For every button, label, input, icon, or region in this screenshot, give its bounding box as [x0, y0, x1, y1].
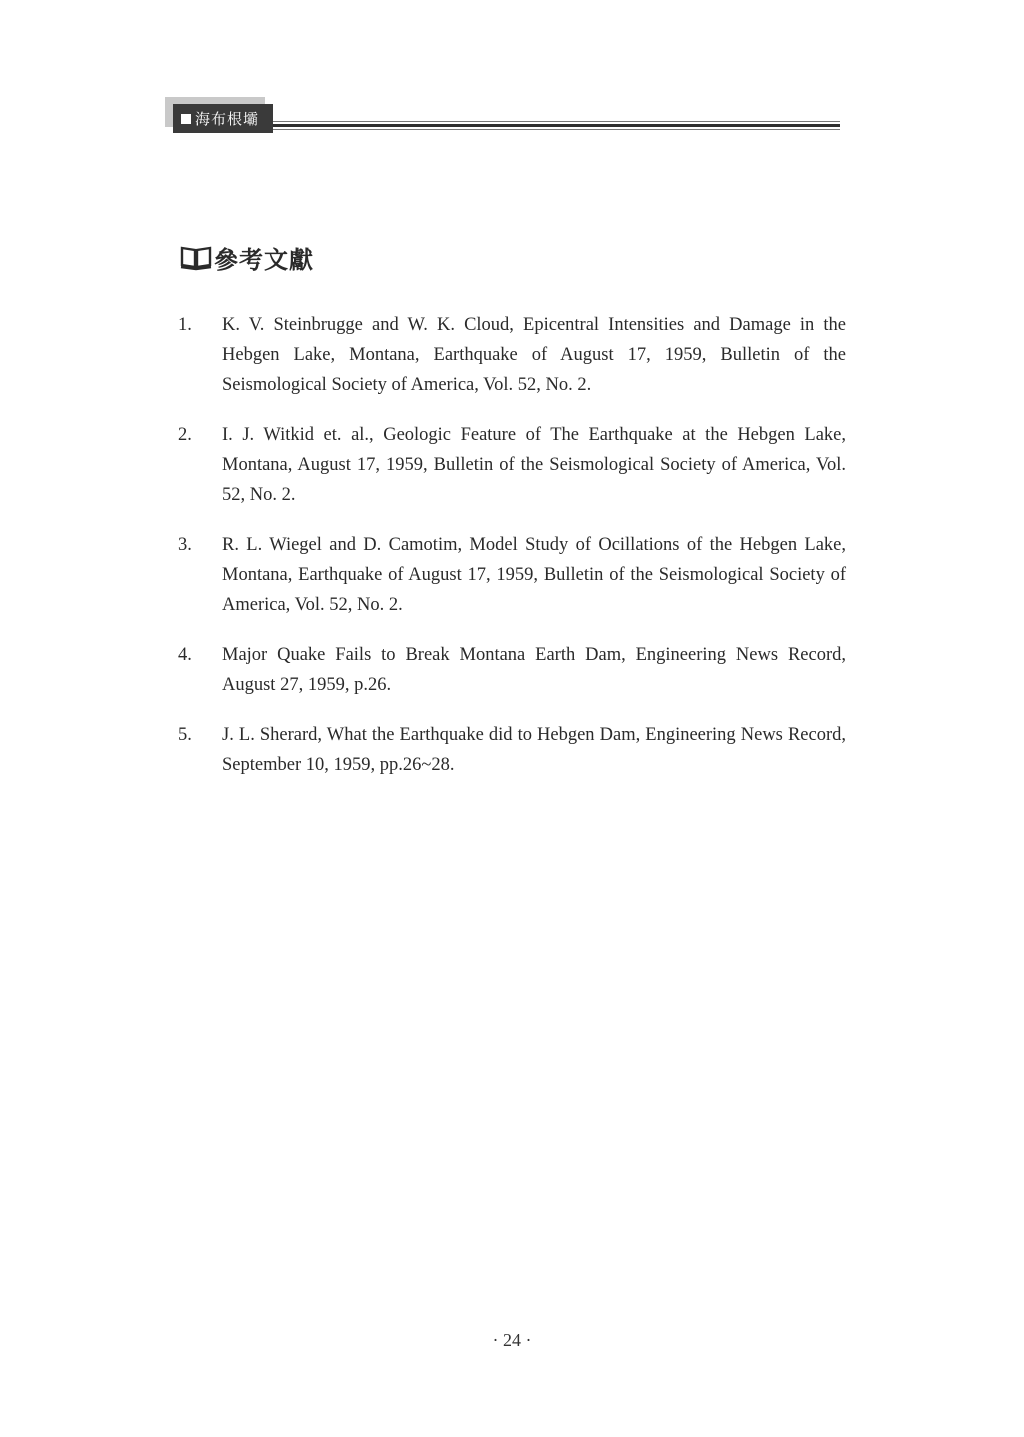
- open-book-icon: [180, 245, 212, 271]
- reference-number: 1.: [178, 315, 192, 335]
- header-tab-label: 海布根壩: [195, 110, 260, 128]
- header-rule-thick: [273, 124, 840, 127]
- section-heading: [180, 240, 314, 275]
- reference-text: K. V. Steinbrugge and W. K. Cloud, Epicentral Intensities and Damage in the Hebgen Lake, Montana, Earthquake of August 17, 1959, Bulletin of the Seismological Society of America, Vol. 52, No. 2.: [222, 315, 846, 395]
- reference-number: 4.: [178, 645, 192, 665]
- reference-list: [178, 310, 846, 800]
- reference-item: [178, 720, 846, 780]
- square-bullet-icon: [181, 114, 191, 124]
- reference-text: I. J. Witkid et. al., Geologic Feature of The Earthquake at the Hebgen Lake, Montana, August 17, 1959, Bulletin of the Seismological Society of America, Vol. 52, No. 2.: [222, 425, 846, 505]
- header-rule-thin-top: [273, 121, 840, 122]
- reference-text: R. L. Wiegel and D. Camotim, Model Study of Ocillations of the Hebgen Lake, Montana, Earthquake of August 17, 1959, Bulletin of the Seismological Society of America, Vol. 52, No. 2.: [222, 535, 846, 615]
- reference-number: 3.: [178, 535, 192, 555]
- running-header: [165, 97, 840, 137]
- reference-item: [178, 640, 846, 700]
- header-tab: [173, 104, 273, 133]
- reference-number: 5.: [178, 725, 192, 745]
- reference-text: Major Quake Fails to Break Montana Earth Dam, Engineering News Record, August 27, 1959, p.26.: [222, 645, 846, 695]
- page-number: · 24 ·: [492, 1330, 532, 1350]
- reference-item: [178, 530, 846, 620]
- section-title: 參考文獻: [214, 246, 314, 274]
- reference-number: 2.: [178, 425, 192, 445]
- reference-text: J. L. Sherard, What the Earthquake did to Hebgen Dam, Engineering News Record, September 10, 1959, pp.26~28.: [222, 725, 846, 775]
- reference-item: [178, 420, 846, 510]
- header-rule-thin-bottom: [273, 129, 840, 130]
- reference-item: [178, 310, 846, 400]
